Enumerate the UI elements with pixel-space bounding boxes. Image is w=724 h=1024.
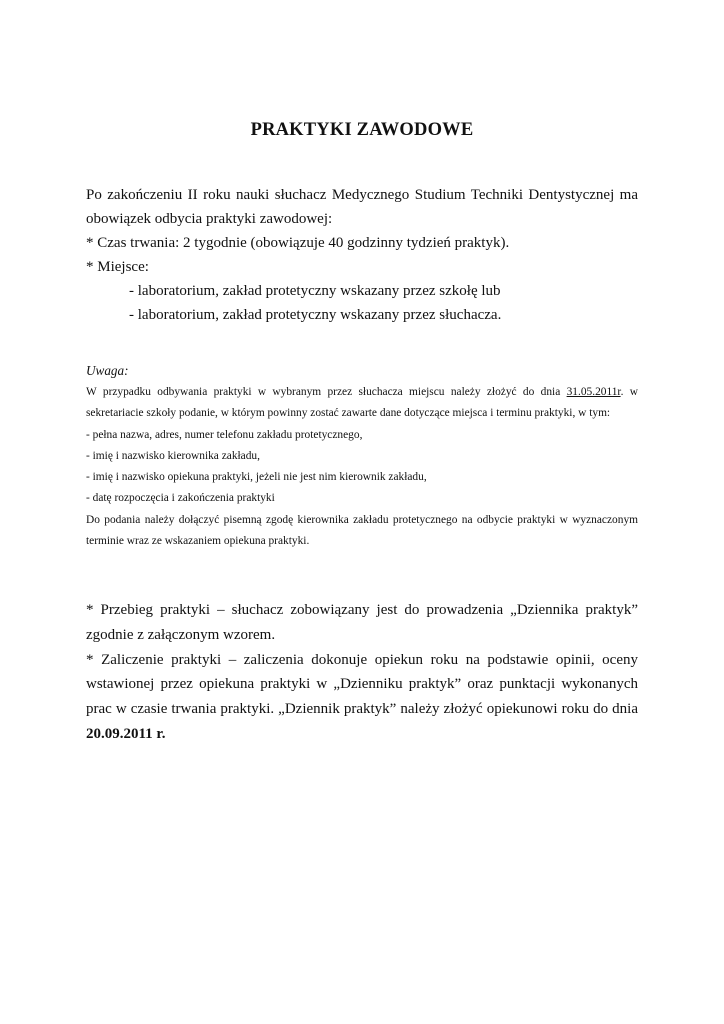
note-section <box>86 360 638 552</box>
note-item: - pełna nazwa, adres, numer telefonu zakładu protetycznego, <box>86 428 363 441</box>
place-item: - laboratorium, zakład protetyczny wskazany przez szkołę lub <box>129 283 501 299</box>
note-item: - imię i nazwisko opiekuna praktyki, jeżeli nie jest nim kierownik zakładu, <box>86 471 427 484</box>
page-title: PRAKTYKI ZAWODOWE <box>250 120 474 140</box>
duration-line: * Czas trwania: 2 tygodnie (obowiązuje 40 godzinny tydzień praktyk). <box>86 235 510 251</box>
intro-section <box>86 183 638 327</box>
note-label: Uwaga: <box>86 363 129 378</box>
note-text-before: W przypadku odbywania praktyki w wybranym przez słuchacza miejscu należy złożyć do dnia <box>86 386 567 398</box>
intro-paragraph: Po zakończeniu II roku nauki słuchacz Medycznego Studium Techniki Dentystycznej ma obowiązek odbycia praktyki zawodowej: <box>86 187 638 227</box>
note-text-after: . w sekretariacie szkoły podanie, w którym powinny zostać zawarte dane dotyczące miejsca i terminu praktyki, w tym: <box>86 386 638 420</box>
note-deadline: 31.05.2011r <box>566 386 621 398</box>
course-paragraph: * Przebieg praktyki – słuchacz zobowiązany jest do prowadzenia „Dziennika praktyk” zgodnie z załączonym wzorem. <box>86 602 638 643</box>
completion-text: * Zaliczenie praktyki – zaliczenia dokonuje opiekun roku na podstawie opinii, oceny wstawionej przez opiekuna praktyki w „Dzienniku praktyk” oraz punktacji wykonanych prac w czasie trwania praktyki. „Dziennik praktyk” należy złożyć opiekunowi roku do dnia <box>86 651 638 718</box>
place-label: * Miejsce: <box>86 259 149 275</box>
note-closing: Do podania należy dołączyć pisemną zgodę kierownika zakładu protetycznego na odbycie praktyki w wyznaczonym terminie wraz ze wskazaniem opiekuna praktyki. <box>86 513 638 548</box>
note-item: - datę rozpoczęcia i zakończenia praktyki <box>86 492 275 505</box>
note-paragraph <box>86 382 638 425</box>
note-item: - imię i nazwisko kierownika zakładu, <box>86 449 260 462</box>
completion-paragraph <box>86 648 638 747</box>
bottom-section <box>86 598 638 747</box>
completion-date: 20.09.2011 r. <box>86 725 166 742</box>
place-item: - laboratorium, zakład protetyczny wskazany przez słuchacza. <box>129 307 502 323</box>
